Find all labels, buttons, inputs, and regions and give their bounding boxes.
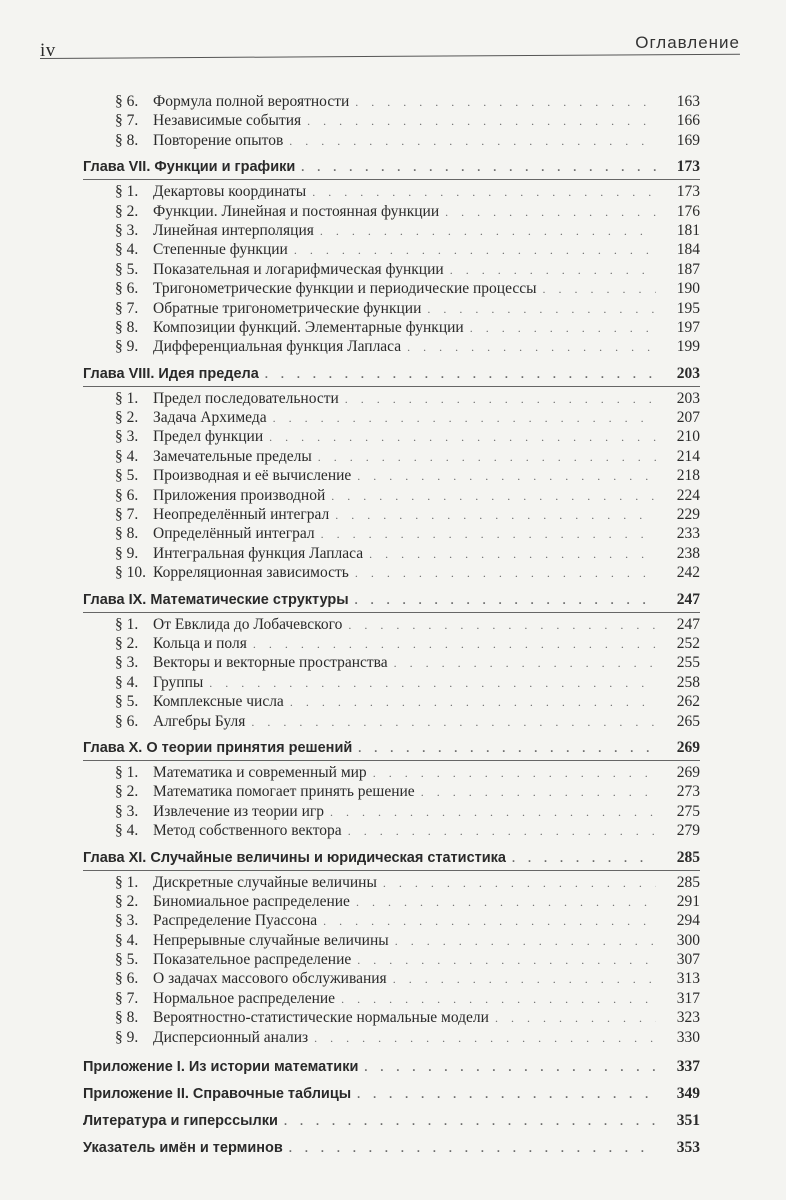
section-entry[interactable] <box>83 1008 700 1027</box>
section-number: § 4. <box>115 822 139 840</box>
section-entry[interactable] <box>83 92 700 111</box>
dot-leader <box>348 822 656 841</box>
section-entry[interactable] <box>83 318 700 337</box>
section-page-number: 199 <box>676 338 700 356</box>
section-entry[interactable] <box>83 892 700 911</box>
appendix-title: Приложение II. Справочные таблицы <box>83 1086 352 1103</box>
dot-leader <box>269 428 656 447</box>
section-entry[interactable] <box>83 802 700 821</box>
section-title: Формула полной вероятности <box>153 93 350 110</box>
section-page-number: 247 <box>676 615 700 633</box>
section-entry[interactable] <box>83 131 700 150</box>
dot-leader <box>314 1029 656 1048</box>
section-title: Группы <box>153 673 204 691</box>
section-entry[interactable] <box>83 240 700 259</box>
section-page-number: 224 <box>676 486 700 504</box>
section-number: § 7. <box>115 989 139 1007</box>
dot-leader <box>341 990 656 1009</box>
section-page-number: 273 <box>676 783 700 801</box>
section-entry[interactable] <box>83 653 700 672</box>
section-page-number: 218 <box>676 467 700 485</box>
section-page-number: 176 <box>676 202 700 220</box>
chapter-title: Глава VIII. Идея предела <box>83 365 259 382</box>
section-number: § 3. <box>115 428 139 446</box>
section-page-number: 255 <box>676 654 700 672</box>
section-number: § 6. <box>115 712 139 730</box>
dot-leader <box>289 132 656 151</box>
section-page-number: 195 <box>676 299 700 317</box>
section-page-number: 275 <box>676 802 700 820</box>
dot-leader <box>318 448 656 467</box>
chapter-page-number: 269 <box>676 738 700 756</box>
section-page-number: 291 <box>676 892 700 910</box>
section-number: § 9. <box>115 544 139 562</box>
dot-leader <box>253 635 656 654</box>
section-number: § 9. <box>115 1028 139 1046</box>
section-number: § 1. <box>115 183 139 201</box>
section-entry[interactable] <box>83 989 700 1008</box>
section-title: Линейная интерполяция <box>153 221 314 239</box>
section-title: Предел функции <box>153 428 264 446</box>
section-title: Показательная и логарифмическая функции <box>153 260 444 278</box>
section-entry[interactable] <box>83 279 700 298</box>
section-entry[interactable] <box>83 389 700 408</box>
section-entry[interactable] <box>83 931 700 950</box>
section-entry[interactable] <box>83 260 700 279</box>
section-page-number: 190 <box>676 280 700 298</box>
chapter-title: Глава X. О теории принятия решений <box>83 739 353 756</box>
section-entry[interactable] <box>83 1028 700 1047</box>
section-entry[interactable] <box>83 712 700 731</box>
dot-leader <box>289 1135 656 1162</box>
section-entry[interactable] <box>83 202 700 221</box>
section-title: Математика помогает принять решение <box>153 783 415 801</box>
section-title: Замечательные пределы <box>153 447 312 465</box>
section-entry[interactable] <box>83 466 700 485</box>
section-number: § 2. <box>115 634 139 652</box>
dot-leader <box>357 467 656 486</box>
section-title: Степенные функции <box>153 241 288 259</box>
section-page-number: 233 <box>676 525 700 543</box>
section-page-number: 184 <box>676 241 700 259</box>
chapter-title: Глава IX. Математические структуры <box>83 591 349 608</box>
section-page-number: 252 <box>676 634 700 652</box>
section-number: § 7. <box>115 299 139 317</box>
section-entry[interactable] <box>83 673 700 692</box>
section-title: Биномиальное распределение <box>153 892 350 910</box>
section-page-number: 294 <box>676 912 700 930</box>
section-number: § 6. <box>115 280 139 298</box>
appendix-entry[interactable] <box>83 1134 700 1161</box>
appendix-entry[interactable] <box>83 1053 700 1080</box>
chapter-page-number: 203 <box>676 364 700 382</box>
section-title: Показательное распределение <box>153 951 352 969</box>
section-title: Независимые события <box>153 112 302 130</box>
running-header-title: Оглавление <box>635 33 740 52</box>
section-title: Кольца и поля <box>153 634 247 652</box>
chapter-entry[interactable] <box>83 589 700 610</box>
section-number: § 8. <box>115 1009 139 1027</box>
section-number: § 3. <box>115 221 139 239</box>
section-page-number: 187 <box>676 260 700 278</box>
section-entry[interactable] <box>83 299 700 318</box>
chapter-divider <box>83 870 700 871</box>
section-entry[interactable] <box>83 544 700 563</box>
dot-leader <box>373 764 656 783</box>
section-title: Векторы и векторные пространства <box>153 654 388 672</box>
dot-leader <box>355 93 656 112</box>
dot-leader <box>358 738 656 759</box>
dot-leader <box>345 390 656 409</box>
section-page-number: 207 <box>676 409 700 427</box>
section-entry[interactable] <box>83 615 700 634</box>
section-page-number: 203 <box>676 389 700 407</box>
dot-leader <box>301 157 656 178</box>
section-number: § 9. <box>115 338 139 356</box>
section-number: § 5. <box>115 260 139 278</box>
section-number: § 2. <box>115 783 139 801</box>
section-title: От Евклида до Лобачевского <box>153 615 343 633</box>
section-title: Повторение опытов <box>153 131 284 149</box>
section-page-number: 229 <box>676 506 700 524</box>
section-title: Корреляционная зависимость <box>153 564 349 582</box>
table-of-contents <box>83 92 700 1161</box>
dot-leader <box>383 874 656 893</box>
chapter-entry[interactable] <box>83 156 700 177</box>
chapter-divider <box>83 612 700 613</box>
chapter-entry[interactable] <box>83 737 700 758</box>
section-entry[interactable] <box>83 692 700 711</box>
section-entry[interactable] <box>83 969 700 988</box>
section-number: § 1. <box>115 389 139 407</box>
section-entry[interactable] <box>83 111 700 130</box>
section-page-number: 262 <box>676 693 700 711</box>
section-title: Распределение Пуассона <box>153 912 318 930</box>
section-number: § 6. <box>115 486 139 504</box>
dot-leader <box>265 364 656 385</box>
section-number: § 1. <box>115 873 139 891</box>
section-title: Нормальное распределение <box>153 989 336 1007</box>
section-title: Производная и её вычисление <box>153 467 352 485</box>
dot-leader <box>355 564 656 583</box>
section-page-number: 265 <box>676 712 700 730</box>
section-entry[interactable] <box>83 950 700 969</box>
section-entry[interactable] <box>83 873 700 892</box>
section-title: Интегральная функция Лапласа <box>153 544 364 562</box>
appendix-title: Указатель имён и терминов <box>83 1140 283 1157</box>
section-page-number: 307 <box>676 951 700 969</box>
section-title: Задача Архимеда <box>153 409 267 427</box>
dot-leader <box>273 409 656 428</box>
section-title: Неопределённый интеграл <box>153 506 330 524</box>
dot-leader <box>348 616 656 635</box>
dot-leader <box>209 674 656 693</box>
chapter-divider <box>83 386 700 387</box>
section-number: § 6. <box>115 93 139 110</box>
section-entry[interactable] <box>83 782 700 801</box>
appendix-entry[interactable] <box>83 1080 700 1107</box>
section-page-number: 197 <box>676 318 700 336</box>
chapter-title: Глава VII. Функции и графики <box>83 159 296 176</box>
section-page-number: 330 <box>676 1028 700 1046</box>
section-title: Функции. Линейная и постоянная функции <box>153 202 440 220</box>
section-title: Предел последовательности <box>153 389 339 407</box>
section-number: § 3. <box>115 912 139 930</box>
section-title: Алгебры Буля <box>153 712 246 730</box>
chapter-divider <box>83 179 700 180</box>
section-page-number: 242 <box>676 564 700 582</box>
dot-leader <box>450 261 656 280</box>
section-number: § 5. <box>115 693 139 711</box>
dot-leader <box>357 951 656 970</box>
section-number: § 8. <box>115 318 139 336</box>
section-page-number: 323 <box>676 1009 700 1027</box>
section-title: Приложения производной <box>153 486 326 504</box>
dot-leader <box>470 319 656 338</box>
dot-leader <box>357 1081 656 1108</box>
section-number: § 3. <box>115 654 139 672</box>
dot-leader <box>323 912 656 931</box>
dot-leader <box>251 713 656 732</box>
section-number: § 1. <box>115 763 139 781</box>
section-number: § 3. <box>115 802 139 820</box>
section-entry[interactable] <box>83 911 700 930</box>
section-title: Метод собственного вектора <box>153 822 342 840</box>
dot-leader <box>290 693 656 712</box>
section-title: Комплексные числа <box>153 693 284 711</box>
dot-leader <box>421 783 656 802</box>
dot-leader <box>312 183 656 202</box>
section-page-number: 169 <box>676 131 700 149</box>
section-page-number: 258 <box>676 673 700 691</box>
section-page-number: 166 <box>676 112 700 130</box>
chapter-divider <box>83 760 700 761</box>
section-entry[interactable] <box>83 563 700 582</box>
section-page-number: 300 <box>676 931 700 949</box>
section-entry[interactable] <box>83 505 700 524</box>
header-rule <box>40 54 740 59</box>
section-number: § 10. <box>115 564 146 582</box>
dot-leader <box>427 300 656 319</box>
dot-leader <box>321 525 656 544</box>
section-number: § 2. <box>115 892 139 910</box>
section-page-number: 279 <box>676 822 700 840</box>
appendix-page-number: 351 <box>676 1112 700 1130</box>
dot-leader <box>395 932 656 951</box>
section-entry[interactable] <box>83 486 700 505</box>
section-title: Вероятностно-статистические нормальные модели <box>153 1009 489 1027</box>
dot-leader <box>355 590 656 611</box>
section-page-number: 238 <box>676 544 700 562</box>
section-number: § 4. <box>115 673 139 691</box>
section-page-number: 163 <box>676 93 700 110</box>
section-page-number: 269 <box>676 763 700 781</box>
section-number: § 6. <box>115 970 139 988</box>
dot-leader <box>445 203 656 222</box>
section-title: Математика и современный мир <box>153 763 367 781</box>
section-title: Композиции функций. Элементарные функции <box>153 318 464 336</box>
section-title: Дифференциальная функция Лапласа <box>153 338 402 356</box>
section-title: Обратные тригонометрические функции <box>153 299 422 317</box>
chapter-page-number: 173 <box>676 158 700 176</box>
section-entry[interactable] <box>83 408 700 427</box>
chapter-page-number: 285 <box>676 848 700 866</box>
dot-leader <box>369 545 656 564</box>
dot-leader <box>495 1009 656 1028</box>
section-page-number: 181 <box>676 221 700 239</box>
section-number: § 7. <box>115 506 139 524</box>
section-title: Непрерывные случайные величины <box>153 931 389 949</box>
section-title: Декартовы координаты <box>153 183 307 201</box>
page-number: iv <box>40 40 56 61</box>
appendix-title: Литература и гиперссылки <box>83 1113 278 1130</box>
dot-leader <box>512 848 656 869</box>
appendix-page-number: 353 <box>676 1139 700 1157</box>
chapter-page-number: 247 <box>676 590 700 608</box>
section-number: § 4. <box>115 931 139 949</box>
dot-leader <box>294 241 656 260</box>
section-entry[interactable] <box>83 182 700 201</box>
section-entry[interactable] <box>83 337 700 356</box>
section-number: § 1. <box>115 615 139 633</box>
section-number: § 8. <box>115 131 139 149</box>
section-number: § 4. <box>115 241 139 259</box>
appendix-title: Приложение I. Из истории математики <box>83 1059 359 1076</box>
section-page-number: 214 <box>676 447 700 465</box>
section-entry[interactable] <box>83 447 700 466</box>
section-page-number: 285 <box>676 873 700 891</box>
section-entry[interactable] <box>83 634 700 653</box>
dot-leader <box>407 338 656 357</box>
dot-leader <box>284 1108 656 1135</box>
section-number: § 4. <box>115 447 139 465</box>
section-number: § 2. <box>115 202 139 220</box>
chapter-title: Глава XI. Случайные величины и юридическая статистика <box>83 849 506 866</box>
section-title: Дискретные случайные величины <box>153 873 377 891</box>
section-page-number: 173 <box>676 183 700 201</box>
appendix-page-number: 349 <box>676 1085 700 1103</box>
section-number: § 5. <box>115 951 139 969</box>
dot-leader <box>320 222 656 241</box>
section-number: § 7. <box>115 112 139 130</box>
dot-leader <box>307 112 656 131</box>
dot-leader <box>394 654 656 673</box>
section-page-number: 210 <box>676 428 700 446</box>
section-entry[interactable] <box>83 221 700 240</box>
dot-leader <box>356 893 656 912</box>
section-page-number: 317 <box>676 989 700 1007</box>
dot-leader <box>331 487 656 506</box>
appendix-page-number: 337 <box>676 1058 700 1076</box>
section-entry[interactable] <box>83 427 700 446</box>
section-title: Извлечение из теории игр <box>153 802 324 820</box>
dot-leader <box>335 506 656 525</box>
chapter-entry[interactable] <box>83 363 700 384</box>
section-number: § 2. <box>115 409 139 427</box>
section-entry[interactable] <box>83 763 700 782</box>
section-number: § 5. <box>115 467 139 485</box>
section-title: Определённый интеграл <box>153 525 315 543</box>
dot-leader <box>393 970 656 989</box>
section-entry[interactable] <box>83 524 700 543</box>
dot-leader <box>330 803 656 822</box>
chapter-entry[interactable] <box>83 847 700 868</box>
section-title: Тригонометрические функции и периодические процессы <box>153 280 537 298</box>
dot-leader <box>364 1054 656 1081</box>
section-title: О задачах массового обслуживания <box>153 970 387 988</box>
section-number: § 8. <box>115 525 139 543</box>
appendix-entry[interactable] <box>83 1107 700 1134</box>
section-title: Дисперсионный анализ <box>153 1028 309 1046</box>
dot-leader <box>543 280 656 299</box>
section-page-number: 313 <box>676 970 700 988</box>
section-entry[interactable] <box>83 821 700 840</box>
